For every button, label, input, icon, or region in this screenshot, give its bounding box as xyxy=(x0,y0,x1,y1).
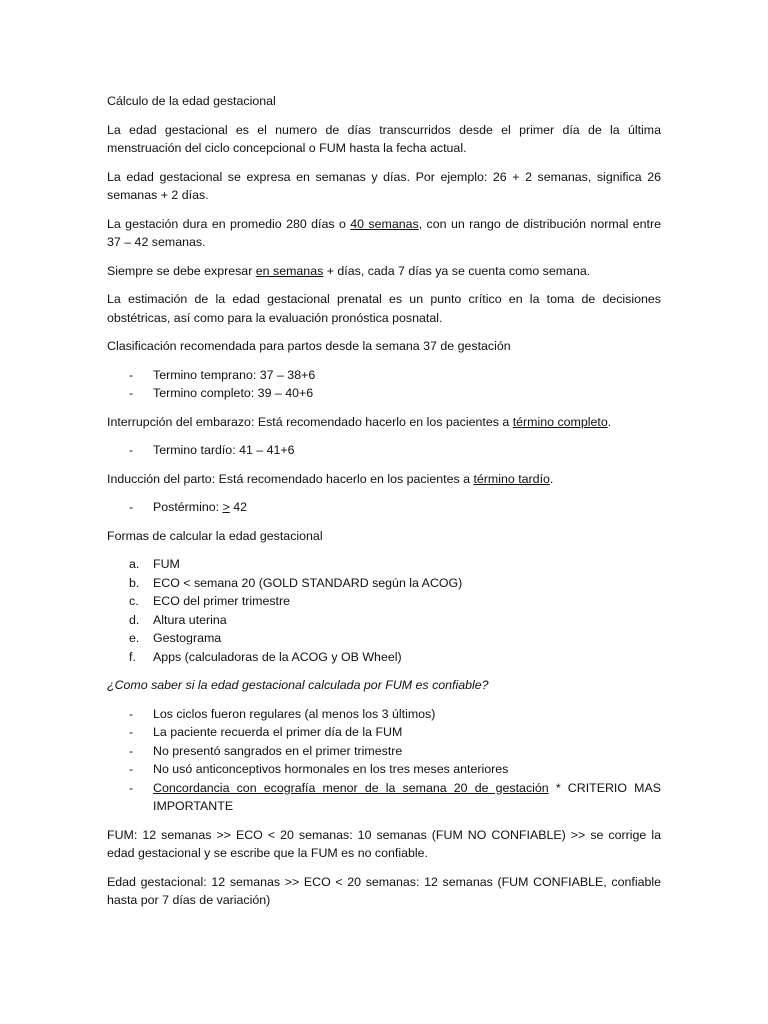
paragraph-reliability-question: ¿Como saber si la edad gestacional calculada por FUM es confiable? xyxy=(107,678,489,692)
postterm-label: Postérmino: xyxy=(153,500,223,514)
list-text: ECO del primer trimestre xyxy=(153,594,291,608)
paragraph-induction-a: Inducción del parto: Está recomendado hacerlo en los pacientes a xyxy=(107,471,474,486)
list-text: Apps (calculadoras de la ACOG y OB Wheel) xyxy=(153,649,402,664)
paragraph-definition: La edad gestacional es el numero de días transcurridos desde el primer día de la última menstruación del ciclo concepcional o FUM hasta la fecha actual. xyxy=(107,122,661,155)
list-item xyxy=(107,611,661,630)
list-item xyxy=(107,592,661,611)
document-title: Cálculo de la edad gestacional xyxy=(107,94,276,108)
paragraph-always-weeks-underlined: en semanas xyxy=(255,263,324,278)
paragraph-always-weeks-b: + días, cada 7 días ya se cuenta como semana. xyxy=(323,263,591,278)
list-item xyxy=(107,629,661,648)
list-item xyxy=(107,498,661,517)
paragraph-duration-underlined: 40 semanas xyxy=(350,216,419,231)
postterm-symbol: > xyxy=(222,500,230,514)
list-item: - Termino tardío: 41 – 41+6 xyxy=(107,441,661,460)
paragraph-classification: Clasificación recomendada para partos desde la semana 37 de gestación xyxy=(107,339,511,353)
list-marker: c. xyxy=(129,594,139,608)
paragraph-duration-b: , con un rango de distribución normal entre 37 – 42 semanas. xyxy=(107,216,661,249)
list-item: - Termino temprano: 37 – 38+6 xyxy=(107,366,661,385)
criterion-underlined: Concordancia con ecografía menor de la semana 20 de gestación xyxy=(153,780,549,795)
list-marker: e. xyxy=(129,631,140,645)
criterion-note: * CRITERIO MAS IMPORTANTE xyxy=(153,780,662,813)
paragraph-estimation: La estimación de la edad gestacional prenatal es un punto crítico en la toma de decisiones obstétricas, así como para la evaluación pronóstica posnatal. xyxy=(107,292,661,325)
list-item: - Los ciclos fueron regulares (al menos los 3 últimos) xyxy=(107,705,661,724)
list-text: Gestograma xyxy=(153,631,222,645)
paragraph-induction-b: . xyxy=(549,471,554,486)
document-page xyxy=(107,92,661,910)
paragraph-interruption-b: . xyxy=(607,414,612,429)
paragraph-example-reliable: Edad gestacional: 12 semanas >> ECO < 20 semanas: 12 semanas (FUM CONFIABLE, confiable hasta por 7 días de variación) xyxy=(107,874,661,907)
list-text: ECO < semana 20 (GOLD STANDARD según la ACOG) xyxy=(153,575,463,590)
list-item: - Termino completo: 39 – 40+6 xyxy=(107,384,661,403)
paragraph-induction-underlined: término tardío xyxy=(473,471,550,486)
list-item xyxy=(107,574,661,593)
list-item: - La paciente recuerda el primer día de la FUM xyxy=(107,723,661,742)
term-list-1 xyxy=(107,366,661,403)
paragraph-example-unreliable: FUM: 12 semanas >> ECO < 20 semanas: 10 semanas (FUM NO CONFIABLE) >> se corrige la edad gestacional y se escribe que la FUM es no confiable. xyxy=(107,827,661,860)
list-marker: b. xyxy=(129,575,140,590)
paragraph-duration xyxy=(107,215,661,252)
paragraph-methods-heading: Formas de calcular la edad gestacional xyxy=(107,528,323,543)
paragraph-interruption xyxy=(107,413,661,432)
list-item xyxy=(107,555,661,574)
list-text: FUM xyxy=(153,557,180,571)
paragraph-expression: La edad gestacional se expresa en semanas y días. Por ejemplo: 26 + 2 semanas, significa 26 semanas + 2 días. xyxy=(107,169,661,202)
list-marker: a. xyxy=(129,557,140,571)
list-marker: f. xyxy=(129,649,136,664)
list-marker: d. xyxy=(129,612,140,627)
list-item xyxy=(107,648,661,667)
list-item: - No usó anticonceptivos hormonales en los tres meses anteriores xyxy=(107,760,661,779)
postterm-value: 42 xyxy=(229,500,248,514)
term-list-2 xyxy=(107,441,661,460)
term-list-3 xyxy=(107,498,661,517)
reliability-list xyxy=(107,705,661,816)
methods-list xyxy=(107,555,661,666)
paragraph-duration-a: La gestación dura en promedio 280 días o xyxy=(107,216,351,231)
list-text: Altura uterina xyxy=(153,612,227,627)
paragraph-always-weeks-a: Siempre se debe expresar xyxy=(107,263,256,278)
paragraph-always-weeks xyxy=(107,262,661,281)
list-item: - No presentó sangrados en el primer trimestre xyxy=(107,742,661,761)
paragraph-interruption-a: Interrupción del embarazo: Está recomendado hacerlo en los pacientes a xyxy=(107,414,513,429)
paragraph-induction xyxy=(107,470,661,489)
list-item xyxy=(107,779,661,816)
paragraph-interruption-underlined: término completo xyxy=(512,414,608,429)
